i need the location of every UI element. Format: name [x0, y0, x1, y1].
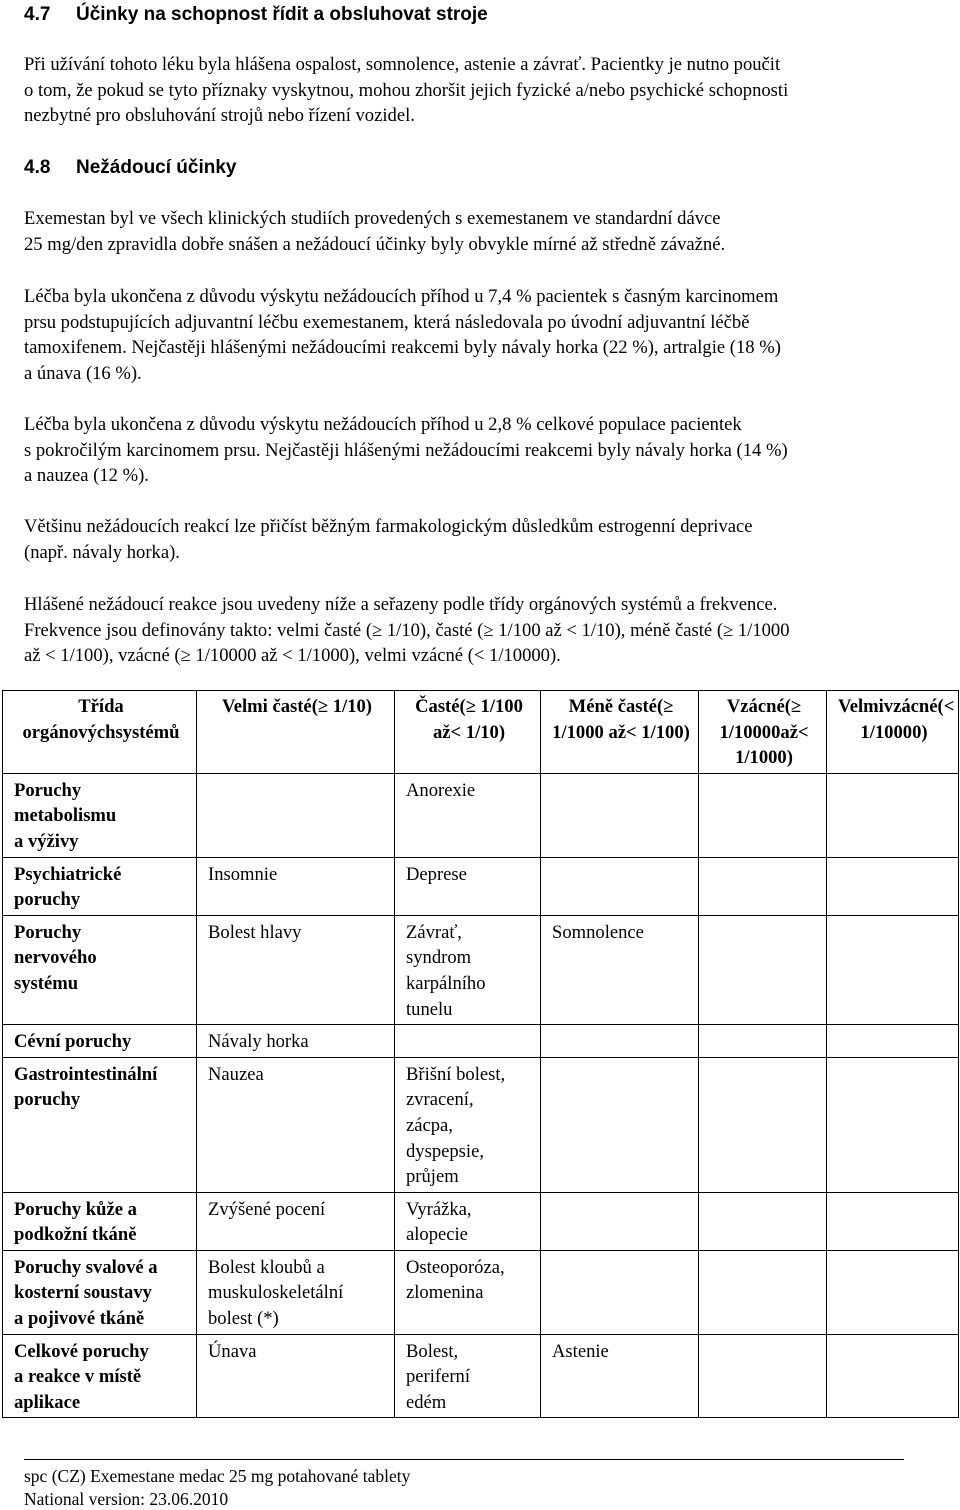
footer-version: National version: 23.06.2010	[24, 1489, 229, 1509]
cell-text: nervového	[14, 947, 97, 969]
table-header-cell	[541, 691, 699, 774]
text-line: Frekvence jsou definovány takto: velmi časté (≥ 1/10), časté (≥ 1/100 až < 1/10), méně časté (≥ 1/1000	[24, 619, 790, 641]
text-line: Exemestan byl ve všech klinických studiích provedených s exemestanem ve standardní dávce	[24, 208, 721, 229]
section-heading-4-7	[24, 4, 488, 26]
table-row	[3, 1057, 959, 1192]
section-title: Účinky na schopnost řídit a obsluhovat stroje	[76, 4, 488, 25]
text-line: nezbytné pro obsluhování strojů nebo řízení vozidel.	[24, 105, 415, 127]
header-text: až	[780, 721, 798, 743]
organ-class-cell	[3, 1334, 197, 1418]
organ-class-cell	[3, 1025, 197, 1058]
paragraph-advanced-cancer	[24, 412, 944, 489]
table-cell	[395, 1334, 541, 1418]
table-cell	[197, 1025, 395, 1058]
cell-text: a reakce v místě	[14, 1366, 142, 1388]
table-cell	[541, 915, 699, 1024]
table-cell	[827, 1025, 959, 1058]
text-line: Většinu nežádoucích reakcí lze přičíst běžným farmakologickým důsledkům estrogenní deprivace	[24, 516, 753, 537]
text-line: Léčba byla ukončena z důvodu výskytu nežádoucích příhod u 7,4 % pacientek s časným karcinomem	[24, 286, 779, 307]
table-cell	[827, 857, 959, 915]
header-text: (≥ 1/10)	[311, 696, 372, 717]
cell-text: poruchy	[14, 889, 81, 911]
table-row	[3, 857, 959, 915]
cell-text: Astenie	[552, 1340, 609, 1362]
organ-class-cell	[3, 773, 197, 857]
table-cell	[197, 1057, 395, 1192]
cell-text: karpálního	[406, 972, 486, 994]
cell-text: zvracení,	[406, 1089, 474, 1111]
table-cell	[699, 1025, 827, 1058]
cell-text: zácpa,	[406, 1114, 453, 1136]
table-cell	[197, 915, 395, 1024]
header-text: (≥ 1/1000 až	[552, 696, 674, 743]
cell-text: edém	[406, 1391, 447, 1413]
table-cell	[699, 915, 827, 1024]
table-cell	[827, 1250, 959, 1334]
organ-class-cell	[3, 857, 197, 915]
cell-text: Gastrointestinální	[14, 1063, 158, 1085]
cell-text: metabolismu	[14, 805, 117, 827]
cell-text: Bolest,	[406, 1340, 459, 1362]
cell-text: a výživy	[14, 830, 79, 852]
cell-text: Bolest hlavy	[208, 921, 302, 943]
text-line: Hlášené nežádoucí reakce jsou uvedeny níže a seřazeny podle třídy orgánových systémů a frekvence.	[24, 594, 778, 615]
table-row	[3, 773, 959, 857]
header-text: Časté	[415, 696, 460, 717]
table-cell	[827, 915, 959, 1024]
cell-text: Poruchy kůže a	[14, 1198, 137, 1220]
table-cell	[197, 773, 395, 857]
table-cell	[197, 1250, 395, 1334]
table-cell	[827, 1192, 959, 1250]
cell-text: Zvýšené pocení	[208, 1198, 326, 1220]
cell-text: syndrom	[406, 947, 472, 969]
cell-text: Nauzea	[208, 1063, 264, 1085]
table-cell	[827, 773, 959, 857]
cell-text: aplikace	[14, 1391, 81, 1413]
header-text: Velmi	[838, 696, 884, 717]
paragraph-frequency-definitions	[24, 592, 944, 669]
paragraph-driving	[24, 52, 944, 129]
section-heading-4-8	[24, 157, 237, 179]
section-number: 4.7	[24, 4, 51, 25]
cell-text: Poruchy	[14, 921, 82, 943]
organ-class-cell	[3, 1057, 197, 1192]
paragraph-tolerability	[24, 206, 944, 257]
cell-text: muskuloskeletální	[208, 1282, 344, 1304]
text-line: (např. návaly horka).	[24, 541, 180, 563]
cell-text: a pojivové tkáně	[14, 1308, 145, 1330]
table-header-cell	[827, 691, 959, 774]
table-cell	[827, 1057, 959, 1192]
table-cell	[699, 857, 827, 915]
footer-divider	[24, 1459, 904, 1460]
header-text: Velmi časté	[222, 696, 312, 717]
table-cell	[699, 1057, 827, 1192]
table-cell	[395, 1025, 541, 1058]
table-header-cell	[699, 691, 827, 774]
table-cell	[395, 915, 541, 1024]
table-cell	[395, 1192, 541, 1250]
cell-text: podkožní tkáně	[14, 1224, 137, 1246]
table-cell	[699, 773, 827, 857]
table-cell	[395, 1057, 541, 1192]
cell-text: Závrať,	[406, 921, 462, 943]
text-line: Léčba byla ukončena z důvodu výskytu nežádoucích příhod u 2,8 % celkové populace pacientek	[24, 414, 742, 435]
text-line: prsu podstupujících adjuvantní léčbu exemestanem, která následovala po úvodní adjuvantní léčbě	[24, 311, 750, 333]
header-text: < 1/10)	[450, 721, 506, 743]
cell-text: Únava	[208, 1340, 257, 1362]
table-cell	[827, 1334, 959, 1418]
table-cell	[541, 1334, 699, 1418]
text-line: s pokročilým karcinomem prsu. Nejčastěji hlášenými nežádoucími reakcemi byly návaly horka (14 %)	[24, 439, 788, 461]
table-cell	[395, 857, 541, 915]
table-row	[3, 1025, 959, 1058]
table-cell	[541, 773, 699, 857]
table-cell	[541, 1025, 699, 1058]
paragraph-early-cancer	[24, 284, 944, 386]
table-cell	[395, 773, 541, 857]
text-line: 25 mg/den zpravidla dobře snášen a nežádoucí účinky byly obvykle mírné až středně závažné.	[24, 233, 726, 255]
text-line: tamoxifenem. Nejčastěji hlášenými nežádoucími reakcemi byly návaly horka (22 %), artralgie (18 %)	[24, 337, 781, 359]
header-text: Méně časté	[568, 696, 657, 717]
cell-text: Cévní poruchy	[14, 1031, 132, 1053]
cell-text: Poruchy	[14, 779, 82, 801]
cell-text: Insomnie	[208, 863, 278, 885]
header-text: (≥ 1/10000	[719, 696, 802, 743]
table-header-cell	[3, 691, 197, 774]
table-cell	[197, 857, 395, 915]
table-header-cell	[395, 691, 541, 774]
table-cell	[395, 1250, 541, 1334]
table-cell	[197, 1192, 395, 1250]
cell-text: Anorexie	[406, 779, 476, 801]
table-cell	[699, 1250, 827, 1334]
header-text: < 1/100)	[626, 721, 690, 743]
table-row	[3, 1334, 959, 1418]
cell-text: Deprese	[406, 863, 467, 885]
section-number: 4.8	[24, 157, 51, 178]
table-cell	[197, 1334, 395, 1418]
table-cell	[541, 857, 699, 915]
cell-text: systému	[14, 972, 79, 994]
cell-text: Břišní bolest,	[406, 1063, 506, 1085]
text-line: a nauzea (12 %).	[24, 465, 149, 487]
adverse-reactions-table	[2, 690, 959, 1418]
table-row	[3, 1192, 959, 1250]
header-text: systémů	[115, 721, 180, 743]
organ-class-cell	[3, 1192, 197, 1250]
cell-text: Osteoporóza,	[406, 1256, 505, 1278]
organ-class-cell	[3, 1250, 197, 1334]
header-text: Třída orgánových	[22, 696, 124, 743]
cell-text: zlomenina	[406, 1282, 484, 1304]
table-cell	[541, 1192, 699, 1250]
text-line: Při užívání tohoto léku byla hlášena ospalost, somnolence, astenie a závrať. Pacientky je nutno poučit	[24, 54, 781, 75]
section-title: Nežádoucí účinky	[76, 157, 237, 178]
text-line: o tom, že pokud se tyto příznaky vyskytnou, mohou zhoršit jejich fyzické a/nebo psychické schopnosti	[24, 79, 789, 101]
cell-text: Somnolence	[552, 921, 644, 943]
cell-text: tunelu	[406, 998, 453, 1020]
cell-text: poruchy	[14, 1089, 81, 1111]
table-cell	[699, 1192, 827, 1250]
cell-text: Bolest kloubů a	[208, 1256, 325, 1278]
text-line: a únava (16 %).	[24, 362, 142, 384]
table-header-row	[3, 691, 959, 774]
table-cell	[541, 1250, 699, 1334]
cell-text: bolest (*)	[208, 1308, 279, 1330]
cell-text: průjem	[406, 1166, 459, 1188]
cell-text: Celkové poruchy	[14, 1340, 149, 1362]
header-text: Vzácné	[726, 696, 785, 717]
cell-text: Návaly horka	[208, 1031, 309, 1053]
table-cell	[699, 1334, 827, 1418]
cell-text: Poruchy svalové a	[14, 1256, 158, 1278]
table-row	[3, 1250, 959, 1334]
cell-text: Vyrážka,	[406, 1198, 472, 1220]
header-text: (< 1/10000)	[860, 696, 955, 743]
table-cell	[541, 1057, 699, 1192]
footer-document-name: spc (CZ) Exemestane medac 25 mg potahované tablety	[24, 1466, 411, 1486]
organ-class-cell	[3, 915, 197, 1024]
cell-text: periferní	[406, 1366, 471, 1388]
cell-text: Psychiatrické	[14, 863, 122, 885]
cell-text: dyspepsie,	[406, 1140, 484, 1162]
text-line: až < 1/100), vzácné (≥ 1/10000 až < 1/1000), velmi vzácné (< 1/10000).	[24, 645, 561, 667]
table-row	[3, 915, 959, 1024]
paragraph-estrogen-deprivation	[24, 514, 944, 565]
header-text: (≥ 1/100 až	[432, 696, 523, 743]
cell-text: alopecie	[406, 1224, 468, 1246]
header-text: vzácné	[883, 696, 938, 717]
table-header-cell	[197, 691, 395, 774]
cell-text: kosterní soustavy	[14, 1282, 152, 1304]
header-text: < 1/1000)	[735, 721, 809, 769]
